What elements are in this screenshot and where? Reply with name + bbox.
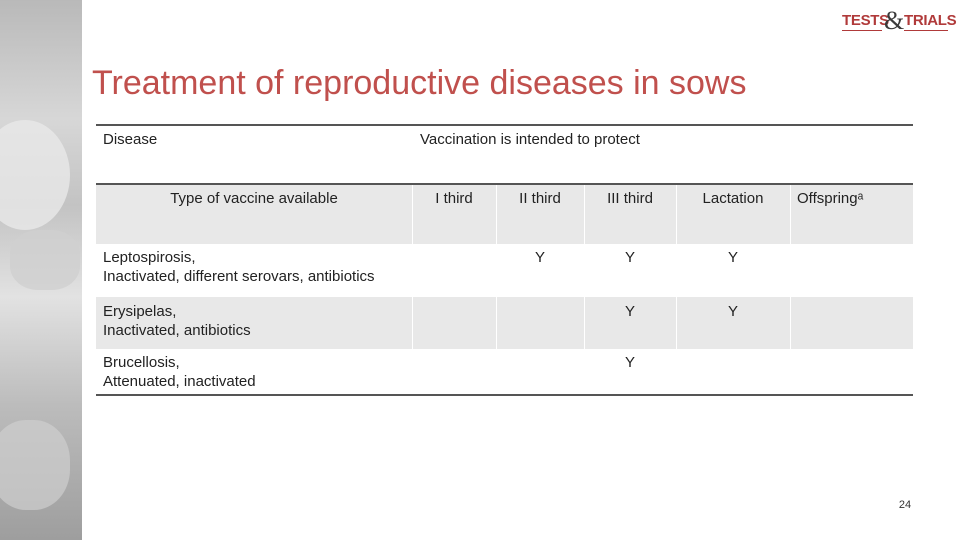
header-ii-third: II third [519,190,561,207]
row3-vaccine: Attenuated, inactivated [103,373,256,390]
row2-disease: Erysipelas, [103,303,177,320]
header-lactation: Lactation [702,190,764,207]
row1-disease: Leptospirosis, [103,249,196,266]
row1-vaccine: Inactivated, different serovars, antibiotics [103,268,375,285]
header-offspring: Offspringᵃ [797,190,864,207]
header-i-third: I third [435,190,473,207]
tests-and-trials-logo [842,6,957,40]
row2-lactation: Y [727,303,738,320]
logo-right: TRIALS [904,12,957,29]
side-photo [0,0,82,540]
row3-disease: Brucellosis, [103,354,180,371]
header-iii-third: III third [607,190,653,207]
row1-lactation: Y [727,249,738,266]
row1-ii-third: Y [534,249,545,266]
logo-amp: & [884,6,905,35]
row1-iii-third: Y [624,249,635,266]
vaccination-table [96,124,913,396]
page-number: 24 [898,499,912,511]
row2-vaccine: Inactivated, antibiotics [103,322,251,339]
header-disease: Disease [103,131,158,148]
slide-title: Treatment of reproductive diseases in sows [92,64,747,102]
header-vaccination: Vaccination is intended to protect [420,131,640,148]
row3-iii-third: Y [624,354,635,371]
logo-left: TESTS [842,12,889,29]
header-vaccine-type: Type of vaccine available [170,190,338,207]
row2-iii-third: Y [624,303,635,320]
